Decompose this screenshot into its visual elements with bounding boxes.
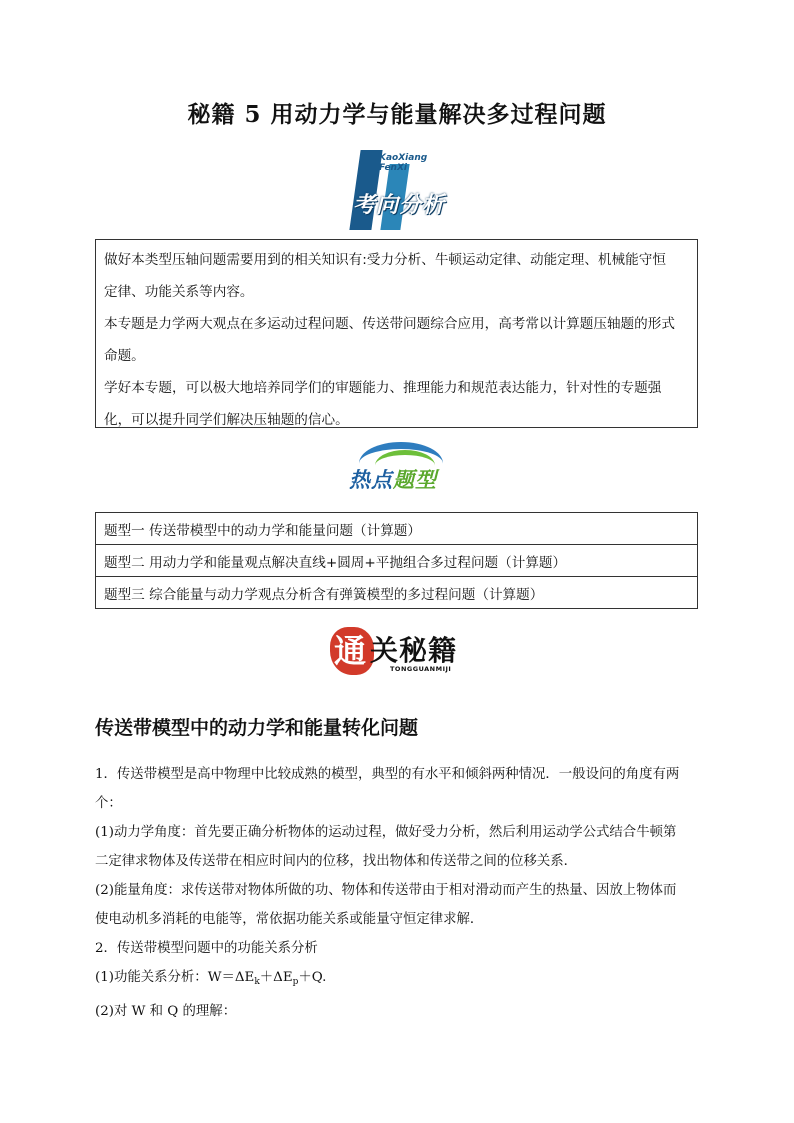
intro-line: 命题。 xyxy=(104,348,145,364)
paragraph-line: (2)能量角度：求传送带对物体所做的功、物体和传送带由于相对滑动而产生的热量、因放上物体而 xyxy=(95,883,677,898)
paragraph-line: 1．传送带模型是高中物理中比较成熟的模型，典型的有水平和倾斜两种情况．一般设问的角度有两 xyxy=(95,767,680,782)
tongguan-miji-logo: 通 关秘籍 TONGGUANMIJI xyxy=(330,625,460,681)
formula-line: (1)功能关系分析：$W=\Delta E_k+\Delta E_p+Q$. xyxy=(95,970,327,987)
paragraph-line: 个： xyxy=(95,796,122,811)
logo-subtitle: KaoXiang FenXi xyxy=(379,153,428,173)
intro-line: 定律、功能关系等内容。 xyxy=(104,284,254,300)
question-type-cell: 题型二 用动力学和能量观点解决直线+圆周+平抛组合多过程问题（计算题） xyxy=(96,545,698,577)
table-row xyxy=(96,513,698,545)
logo-main-text: 考向分析 xyxy=(353,193,446,218)
paragraph-line: (1)动力学角度：首先要正确分析物体的运动过程，做好受力分析，然后利用运动学公式结合牛顿第 xyxy=(95,825,677,840)
paragraph-line: 2．传送带模型问题中的功能关系分析 xyxy=(95,941,318,956)
redian-tixing-logo: 热点题型 xyxy=(345,440,451,498)
red-seal: 通 xyxy=(330,627,374,675)
page-title: 秘籍 5 用动力学与能量解决多过程问题 xyxy=(187,101,607,128)
intro-line: 本专题是力学两大观点在多运动过程问题、传送带问题综合应用，高考常以计算题压轴题的形式 xyxy=(104,316,675,332)
table-row xyxy=(96,577,698,609)
paragraph-line: 使电动机多消耗的电能等，常依据功能关系或能量守恒定律求解． xyxy=(95,912,484,927)
question-types-table xyxy=(95,512,698,609)
question-type-cell: 题型一 传送带模型中的动力学和能量问题（计算题） xyxy=(96,513,698,545)
table-row xyxy=(96,545,698,577)
paragraph-line: 二定律求物体及传送带在相应时间内的位移，找出物体和传送带之间的位移关系． xyxy=(95,854,578,869)
intro-box xyxy=(95,239,698,428)
question-type-cell: 题型三 综合能量与动力学观点分析含有弹簧模型的多过程问题（计算题） xyxy=(96,577,698,609)
intro-line: 做好本类型压轴问题需要用到的相关知识有:受力分析、牛顿运动定律、动能定理、机械能守恒 xyxy=(104,252,666,268)
section-title: 传送带模型中的动力学和能量转化问题 xyxy=(95,717,419,739)
body-text xyxy=(95,760,698,1026)
kaoxiang-fenxi-logo xyxy=(349,150,453,230)
intro-line: 学好本专题，可以极大地培养同学们的审题能力、推理能力和规范表达能力，针对性的专题强 xyxy=(104,380,662,396)
paragraph-line: (2)对 W 和 Q 的理解： xyxy=(95,1004,237,1019)
intro-line: 化，可以提升同学们解决压轴题的信心。 xyxy=(104,412,349,428)
